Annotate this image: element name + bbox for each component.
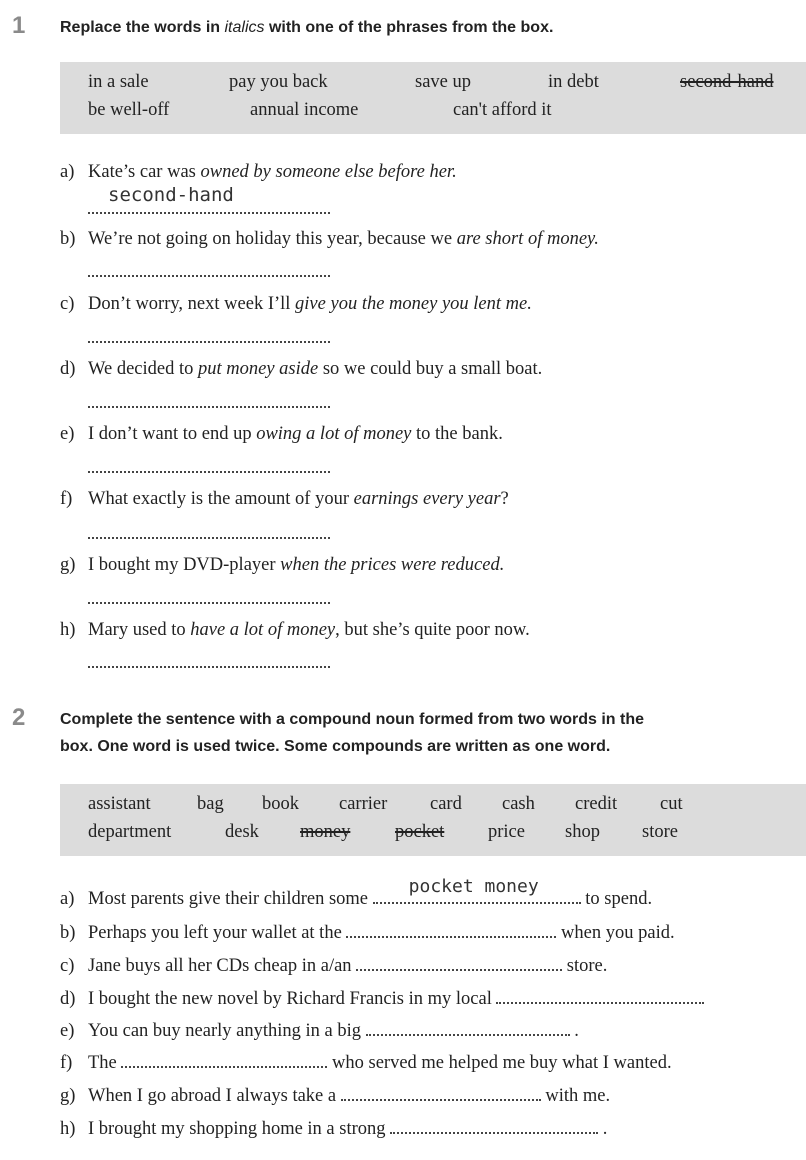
answer-line-h[interactable]	[88, 666, 330, 668]
answer-line-c[interactable]	[356, 951, 562, 971]
handwritten-answer-a: pocket money	[408, 876, 539, 897]
item-text: I bought the new novel by Richard Francis in my local	[88, 989, 497, 1009]
answer-line-g[interactable]	[341, 1081, 541, 1101]
item-label: b)	[60, 923, 76, 943]
box-word-crossed: pocket	[395, 822, 445, 842]
exercise-1-item-e	[60, 424, 503, 445]
box-word: price	[488, 822, 525, 842]
box-word: credit	[575, 794, 618, 814]
phrase-word: in debt	[548, 72, 599, 92]
item-text: .	[569, 1021, 579, 1041]
answer-line-d[interactable]	[496, 984, 704, 1004]
item-label: a)	[60, 889, 75, 909]
item-label: e)	[60, 424, 75, 444]
exercise-2-item-b	[60, 918, 675, 944]
exercise-2-item-g	[60, 1081, 610, 1107]
item-label: d)	[60, 989, 76, 1009]
item-label: e)	[60, 1021, 75, 1041]
item-text: to spend.	[580, 889, 653, 909]
box-word: bag	[197, 794, 224, 814]
item-label: g)	[60, 555, 76, 575]
exercise-2-number: 2	[12, 704, 26, 731]
item-text: Kate’s car was	[88, 162, 201, 182]
item-label: c)	[60, 956, 75, 976]
box-word: carrier	[339, 794, 388, 814]
phrase-word: can't afford it	[453, 100, 552, 120]
exercise-2-item-d	[60, 984, 704, 1010]
answer-line-f[interactable]	[88, 537, 330, 539]
item-label: a)	[60, 162, 75, 182]
item-text: ?	[500, 489, 509, 509]
item-text: When I go abroad I always take a	[88, 1086, 341, 1106]
item-text: We’re not going on holiday this year, because we	[88, 229, 457, 249]
item-text: I brought my shopping home in a strong	[88, 1119, 391, 1139]
item-text: who served me helped me buy what I wanted.	[327, 1053, 672, 1073]
instruction-line: box. One word is used twice. Some compounds are written as one word.	[60, 738, 611, 755]
item-text: to the bank.	[411, 424, 503, 444]
exercise-1-item-a	[60, 162, 457, 183]
exercise-1-item-f	[60, 489, 509, 510]
item-text: I don’t want to end up	[88, 424, 257, 444]
box-word: cash	[502, 794, 535, 814]
exercise-1-item-d	[60, 359, 542, 380]
answer-line-b[interactable]	[346, 918, 556, 938]
item-label: h)	[60, 1119, 76, 1139]
instruction-text: with one of the phrases from the box.	[264, 19, 554, 36]
item-label: b)	[60, 229, 76, 249]
item-label: f)	[60, 1053, 73, 1073]
phrase-box	[60, 62, 806, 134]
answer-line-h[interactable]	[390, 1114, 598, 1134]
item-text: Jane buys all her CDs cheap in a/an	[88, 956, 357, 976]
instruction-italics: italics	[224, 19, 265, 36]
answer-line-f[interactable]	[121, 1048, 327, 1068]
answer-line-e[interactable]	[366, 1016, 570, 1036]
exercise-2-item-f	[60, 1048, 672, 1074]
answer-line-e[interactable]	[88, 471, 330, 473]
exercise-1-item-h	[60, 620, 530, 641]
exercise-1-item-b	[60, 229, 599, 250]
item-text: The	[88, 1053, 122, 1073]
item-text: Don’t worry, next week I’ll	[88, 294, 296, 314]
item-text: .	[598, 1119, 608, 1139]
item-italic: put money aside	[197, 359, 319, 379]
item-text: when you paid.	[556, 923, 675, 943]
item-text: store.	[562, 956, 608, 976]
box-word: department	[88, 822, 172, 842]
exercise-2-item-e	[60, 1016, 579, 1042]
word-box	[60, 784, 806, 856]
item-text: Perhaps you left your wallet at the	[88, 923, 347, 943]
item-italic: give you the money you lent me.	[295, 294, 532, 314]
item-label: h)	[60, 620, 76, 640]
item-italic: when the prices were reduced.	[280, 555, 505, 575]
item-italic: are short of money.	[456, 229, 599, 249]
answer-line-d[interactable]	[88, 406, 330, 408]
phrase-word: save up	[415, 72, 471, 92]
box-word: shop	[565, 822, 600, 842]
instruction-text: Replace the words in	[60, 19, 225, 36]
phrase-word-crossed: second-hand	[680, 72, 774, 92]
item-text: so we could buy a small boat.	[318, 359, 543, 379]
phrase-word: pay you back	[229, 72, 328, 92]
instruction-line: Complete the sentence with a compound noun formed from two words in the	[60, 711, 645, 728]
box-word: book	[262, 794, 299, 814]
item-label: d)	[60, 359, 76, 379]
box-word: desk	[225, 822, 259, 842]
exercise-1-number: 1	[12, 12, 26, 39]
exercise-2-item-a	[60, 876, 653, 910]
box-word: card	[430, 794, 462, 814]
item-italic: owing a lot of money	[256, 424, 412, 444]
item-label: g)	[60, 1086, 76, 1106]
item-italic: earnings every year	[353, 489, 501, 509]
phrase-word: be well-off	[88, 100, 170, 120]
box-word: cut	[660, 794, 683, 814]
exercise-1-item-c	[60, 294, 532, 315]
answer-line-a[interactable]	[373, 876, 581, 904]
item-label: c)	[60, 294, 75, 314]
item-text: Most parents give their children some	[88, 889, 373, 909]
item-text: with me.	[540, 1086, 611, 1106]
exercise-2-item-h	[60, 1114, 607, 1140]
exercise-1-instructions	[60, 14, 790, 41]
answer-line-c[interactable]	[88, 341, 330, 343]
item-italic: have a lot of money	[190, 620, 336, 640]
exercise-1-item-g	[60, 555, 504, 576]
item-text: Mary used to	[88, 620, 191, 640]
item-text: We decided to	[88, 359, 198, 379]
exercise-2-instructions	[60, 706, 790, 760]
phrase-word: in a sale	[88, 72, 149, 92]
answer-line-a[interactable]	[88, 212, 330, 214]
phrase-word: annual income	[250, 100, 359, 120]
box-word: assistant	[88, 794, 151, 814]
item-italic: owned by someone else before her.	[200, 162, 457, 182]
answer-line-g[interactable]	[88, 602, 330, 604]
box-word: store	[642, 822, 678, 842]
exercise-2-item-c	[60, 951, 607, 977]
item-text: What exactly is the amount of your	[88, 489, 354, 509]
item-text: , but she’s quite poor now.	[335, 620, 530, 640]
item-label: f)	[60, 489, 73, 509]
answer-line-b[interactable]	[88, 275, 330, 277]
box-word-crossed: money	[300, 822, 351, 842]
item-text: You can buy nearly anything in a big	[88, 1021, 366, 1041]
handwritten-answer-a: second-hand	[108, 184, 234, 206]
item-text: I bought my DVD-player	[88, 555, 281, 575]
